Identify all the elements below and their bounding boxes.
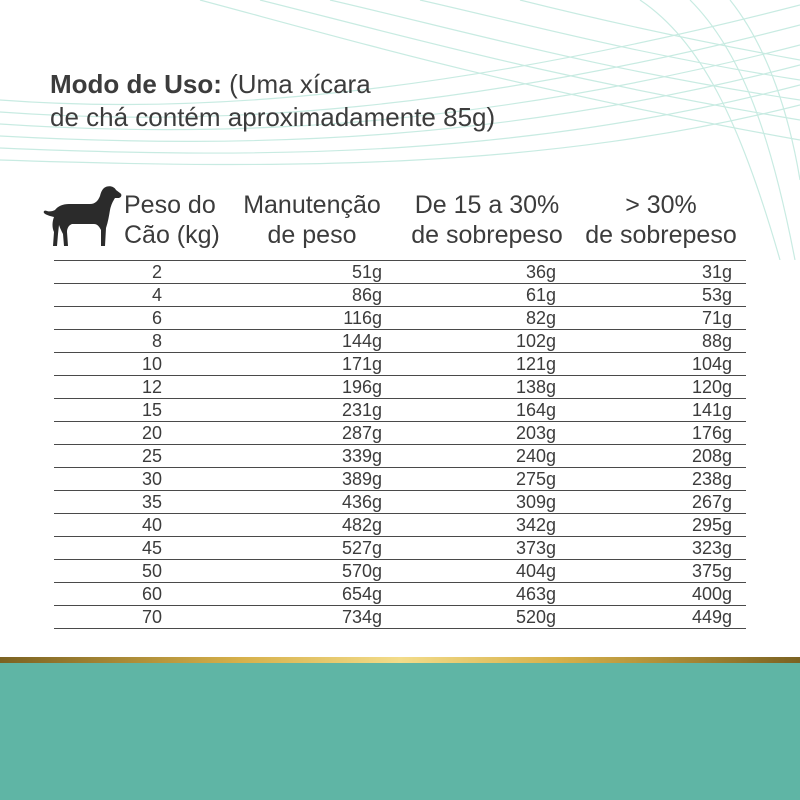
cell-weight: 4 <box>151 285 162 305</box>
cell-overweight-15-30: 373g <box>515 538 556 558</box>
cell-overweight-15-30: 520g <box>515 607 556 627</box>
cell-overweight-15-30: 463g <box>515 584 556 604</box>
table-row <box>54 376 746 399</box>
cell-maintenance: 196g <box>341 377 382 397</box>
cell-maintenance: 436g <box>341 492 382 512</box>
cell-maintenance: 287g <box>341 423 382 443</box>
feeding-table <box>54 260 746 629</box>
cell-overweight-15-30: 275g <box>515 469 556 489</box>
cell-overweight-30plus: 31g <box>701 262 732 282</box>
cell-weight: 6 <box>151 308 162 328</box>
cell-maintenance: 389g <box>341 469 382 489</box>
teal-footer-band <box>0 663 800 800</box>
cell-weight: 2 <box>151 262 162 282</box>
cell-overweight-30plus: 400g <box>691 584 732 604</box>
cell-overweight-30plus: 104g <box>691 354 732 374</box>
table-row <box>54 468 746 491</box>
cell-weight: 25 <box>141 446 162 466</box>
cell-overweight-30plus: 238g <box>691 469 732 489</box>
cell-maintenance: 482g <box>341 515 382 535</box>
cell-maintenance: 116g <box>343 308 382 328</box>
table-row <box>54 284 746 307</box>
table-row <box>54 307 746 330</box>
usage-title-rest: (Uma xícara <box>221 69 371 99</box>
cell-overweight-15-30: 342g <box>515 515 556 535</box>
table-row <box>54 491 746 514</box>
header-maintenance: Manutenção de peso <box>243 191 381 249</box>
cell-weight: 15 <box>141 400 162 420</box>
table-row <box>54 353 746 376</box>
cell-maintenance: 86g <box>351 285 382 305</box>
cell-maintenance: 339g <box>341 446 382 466</box>
table-row <box>54 330 746 353</box>
table-row <box>54 422 746 445</box>
cell-weight: 10 <box>141 354 162 374</box>
cell-overweight-30plus: 295g <box>691 515 732 535</box>
table-row <box>54 606 746 629</box>
cell-overweight-30plus: 88g <box>701 331 732 351</box>
cell-overweight-30plus: 267g <box>691 492 732 512</box>
cell-overweight-30plus: 176g <box>691 423 732 443</box>
cell-weight: 12 <box>141 377 162 397</box>
cell-weight: 8 <box>151 331 162 351</box>
cell-weight: 50 <box>141 561 162 581</box>
table-row <box>54 261 746 284</box>
cell-overweight-15-30: 404g <box>515 561 556 581</box>
cell-maintenance: 171g <box>341 354 382 374</box>
cell-weight: 35 <box>141 492 162 512</box>
cell-overweight-30plus: 208g <box>691 446 732 466</box>
table-row <box>54 537 746 560</box>
table-row <box>54 399 746 422</box>
cell-overweight-15-30: 203g <box>515 423 556 443</box>
cell-overweight-30plus: 141g <box>691 400 732 420</box>
cell-overweight-15-30: 138g <box>515 377 556 397</box>
cell-overweight-15-30: 82g <box>525 308 556 328</box>
cell-overweight-15-30: 240g <box>515 446 556 466</box>
cell-overweight-30plus: 120g <box>691 377 732 397</box>
table-row <box>54 514 746 537</box>
cell-overweight-15-30: 121g <box>515 354 556 374</box>
cell-weight: 45 <box>141 538 162 558</box>
cell-overweight-30plus: 449g <box>691 607 732 627</box>
cell-weight: 30 <box>141 469 162 489</box>
header-overweight-15-30: De 15 a 30% de sobrepeso <box>411 191 563 249</box>
header-weight: Peso do Cão (kg) <box>124 191 220 249</box>
cell-maintenance: 51g <box>351 262 382 282</box>
cell-weight: 70 <box>141 607 162 627</box>
cell-overweight-15-30: 36g <box>525 262 556 282</box>
table-row <box>54 583 746 606</box>
cell-overweight-15-30: 164g <box>515 400 556 420</box>
usage-title-bold: Modo de Uso: <box>50 69 222 99</box>
cell-overweight-30plus: 375g <box>691 561 732 581</box>
cell-maintenance: 144g <box>341 331 382 351</box>
cell-maintenance: 570g <box>341 561 382 581</box>
cell-overweight-15-30: 309g <box>515 492 556 512</box>
cell-overweight-15-30: 61g <box>525 285 556 305</box>
header-overweight-30plus: > 30% de sobrepeso <box>585 191 737 249</box>
cell-maintenance: 734g <box>341 607 382 627</box>
cell-weight: 60 <box>141 584 162 604</box>
cell-overweight-30plus: 71g <box>701 308 732 328</box>
usage-title <box>50 68 670 134</box>
cell-weight: 20 <box>141 423 162 443</box>
cell-maintenance: 231g <box>341 400 382 420</box>
cell-weight: 40 <box>141 515 162 535</box>
cell-overweight-15-30: 102g <box>515 331 556 351</box>
cell-maintenance: 527g <box>341 538 382 558</box>
usage-title-line2: de chá contém aproximadamente 85g) <box>50 102 496 132</box>
cell-overweight-30plus: 323g <box>691 538 732 558</box>
cell-overweight-30plus: 53g <box>701 285 732 305</box>
table-row <box>54 560 746 583</box>
table-row <box>54 445 746 468</box>
cell-maintenance: 654g <box>341 584 382 604</box>
